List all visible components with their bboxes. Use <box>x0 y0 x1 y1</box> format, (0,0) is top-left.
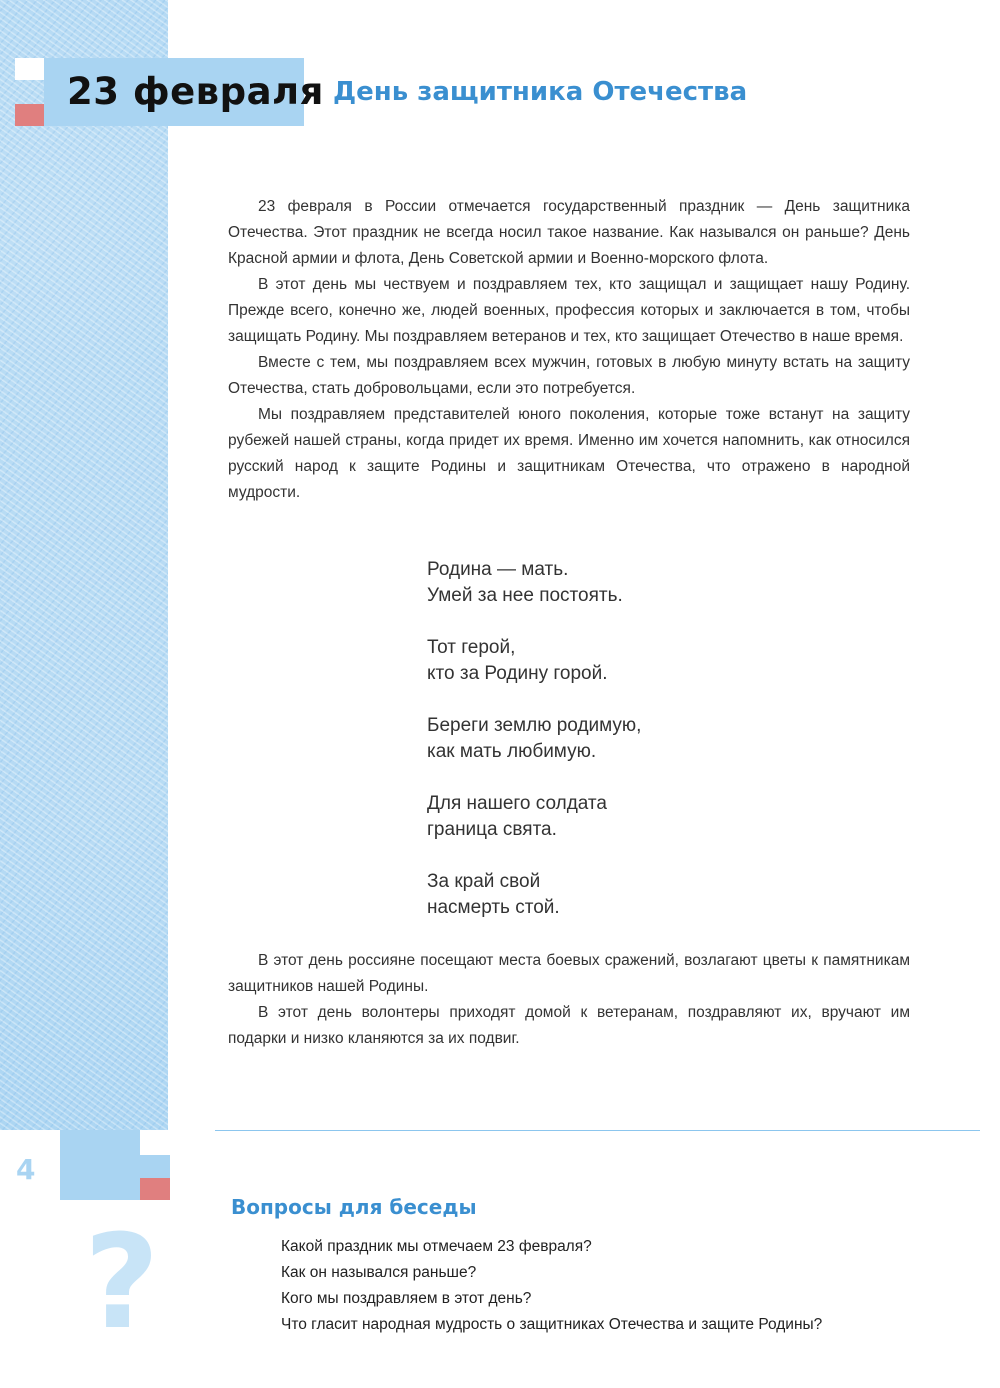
footer-red-square <box>140 1178 170 1200</box>
proverb-line: Умей за нее постоять. <box>427 585 623 606</box>
paragraph: 23 февраля в России отмечается государственный праздник — День защитника Отечества. Этот праздник не всегда носил такое название. Как назывался он раньше? День Красной армии и флота, День Советской армии и Военно-морского флота. <box>228 198 910 267</box>
paragraph: Мы поздравляем представителей юного поколения, которые тоже встанут на защиту рубежей нашей страны, когда придет их время. Именно им хочется напомнить, как относился русский народ к защите Родины и защитникам Отечества, что отражено в народной мудрости. <box>228 406 910 501</box>
question-item: Что гласит народная мудрость о защитниках Отечества и защите Родины? <box>281 1316 823 1333</box>
paragraph: В этот день россияне посещают места боевых сражений, возлагают цветы к памятникам защитников нашей Родины. <box>228 952 910 995</box>
proverb-line: Родина — мать. <box>427 559 569 580</box>
question-mark-icon: ? <box>84 1206 160 1358</box>
section-divider <box>215 1130 980 1131</box>
proverb-line: Для нашего солдата <box>427 793 607 814</box>
paragraph: В этот день волонтеры приходят домой к ветеранам, поздравляют их, вручают им подарки и низко кланяются за их подвиг. <box>228 1004 910 1047</box>
page-title-date: 23 февраля <box>67 70 324 113</box>
proverb-line: кто за Родину горой. <box>427 663 608 684</box>
proverb <box>427 791 641 843</box>
proverb <box>427 557 641 609</box>
page-number: 4 <box>16 1153 36 1186</box>
proverb-line: Тот герой, <box>427 637 516 658</box>
proverb <box>427 713 641 765</box>
question-item: Кого мы поздравляем в этот день? <box>281 1290 532 1307</box>
proverbs-block <box>427 557 641 947</box>
proverb <box>427 635 641 687</box>
header-red-square <box>15 104 44 126</box>
intro-article <box>228 194 910 506</box>
proverb <box>427 869 641 921</box>
header-white-square <box>15 58 44 80</box>
paragraph: Вместе с тем, мы поздравляем всех мужчин, готовых в любую минуту встать на защиту Отечества, стать добровольцами, если это потребуется. <box>228 354 910 397</box>
proverb-line: граница свята. <box>427 819 557 840</box>
proverb-line: За край свой <box>427 871 541 892</box>
footer-white-square <box>140 1130 170 1155</box>
questions-list <box>281 1234 822 1338</box>
question-item: Какой праздник мы отмечаем 23 февраля? <box>281 1238 592 1255</box>
questions-title: Вопросы для беседы <box>231 1195 477 1219</box>
page-subtitle: День защитника Отечества <box>333 77 748 107</box>
proverb-line: как мать любимую. <box>427 741 597 762</box>
closing-article <box>228 948 910 1052</box>
proverb-line: насмерть стой. <box>427 897 560 918</box>
question-item: Как он назывался раньше? <box>281 1264 477 1281</box>
proverb-line: Береги землю родимую, <box>427 715 642 736</box>
paragraph: В этот день мы чествуем и поздравляем тех, кто защищал и защищает нашу Родину. Прежде всего, конечно же, людей военных, профессия которых и заключается в том, чтобы защищать Родину. Мы поздравляем ветеранов и тех, кто защищает Отечество в наше время. <box>228 276 910 345</box>
decorative-side-strip <box>0 0 168 1130</box>
